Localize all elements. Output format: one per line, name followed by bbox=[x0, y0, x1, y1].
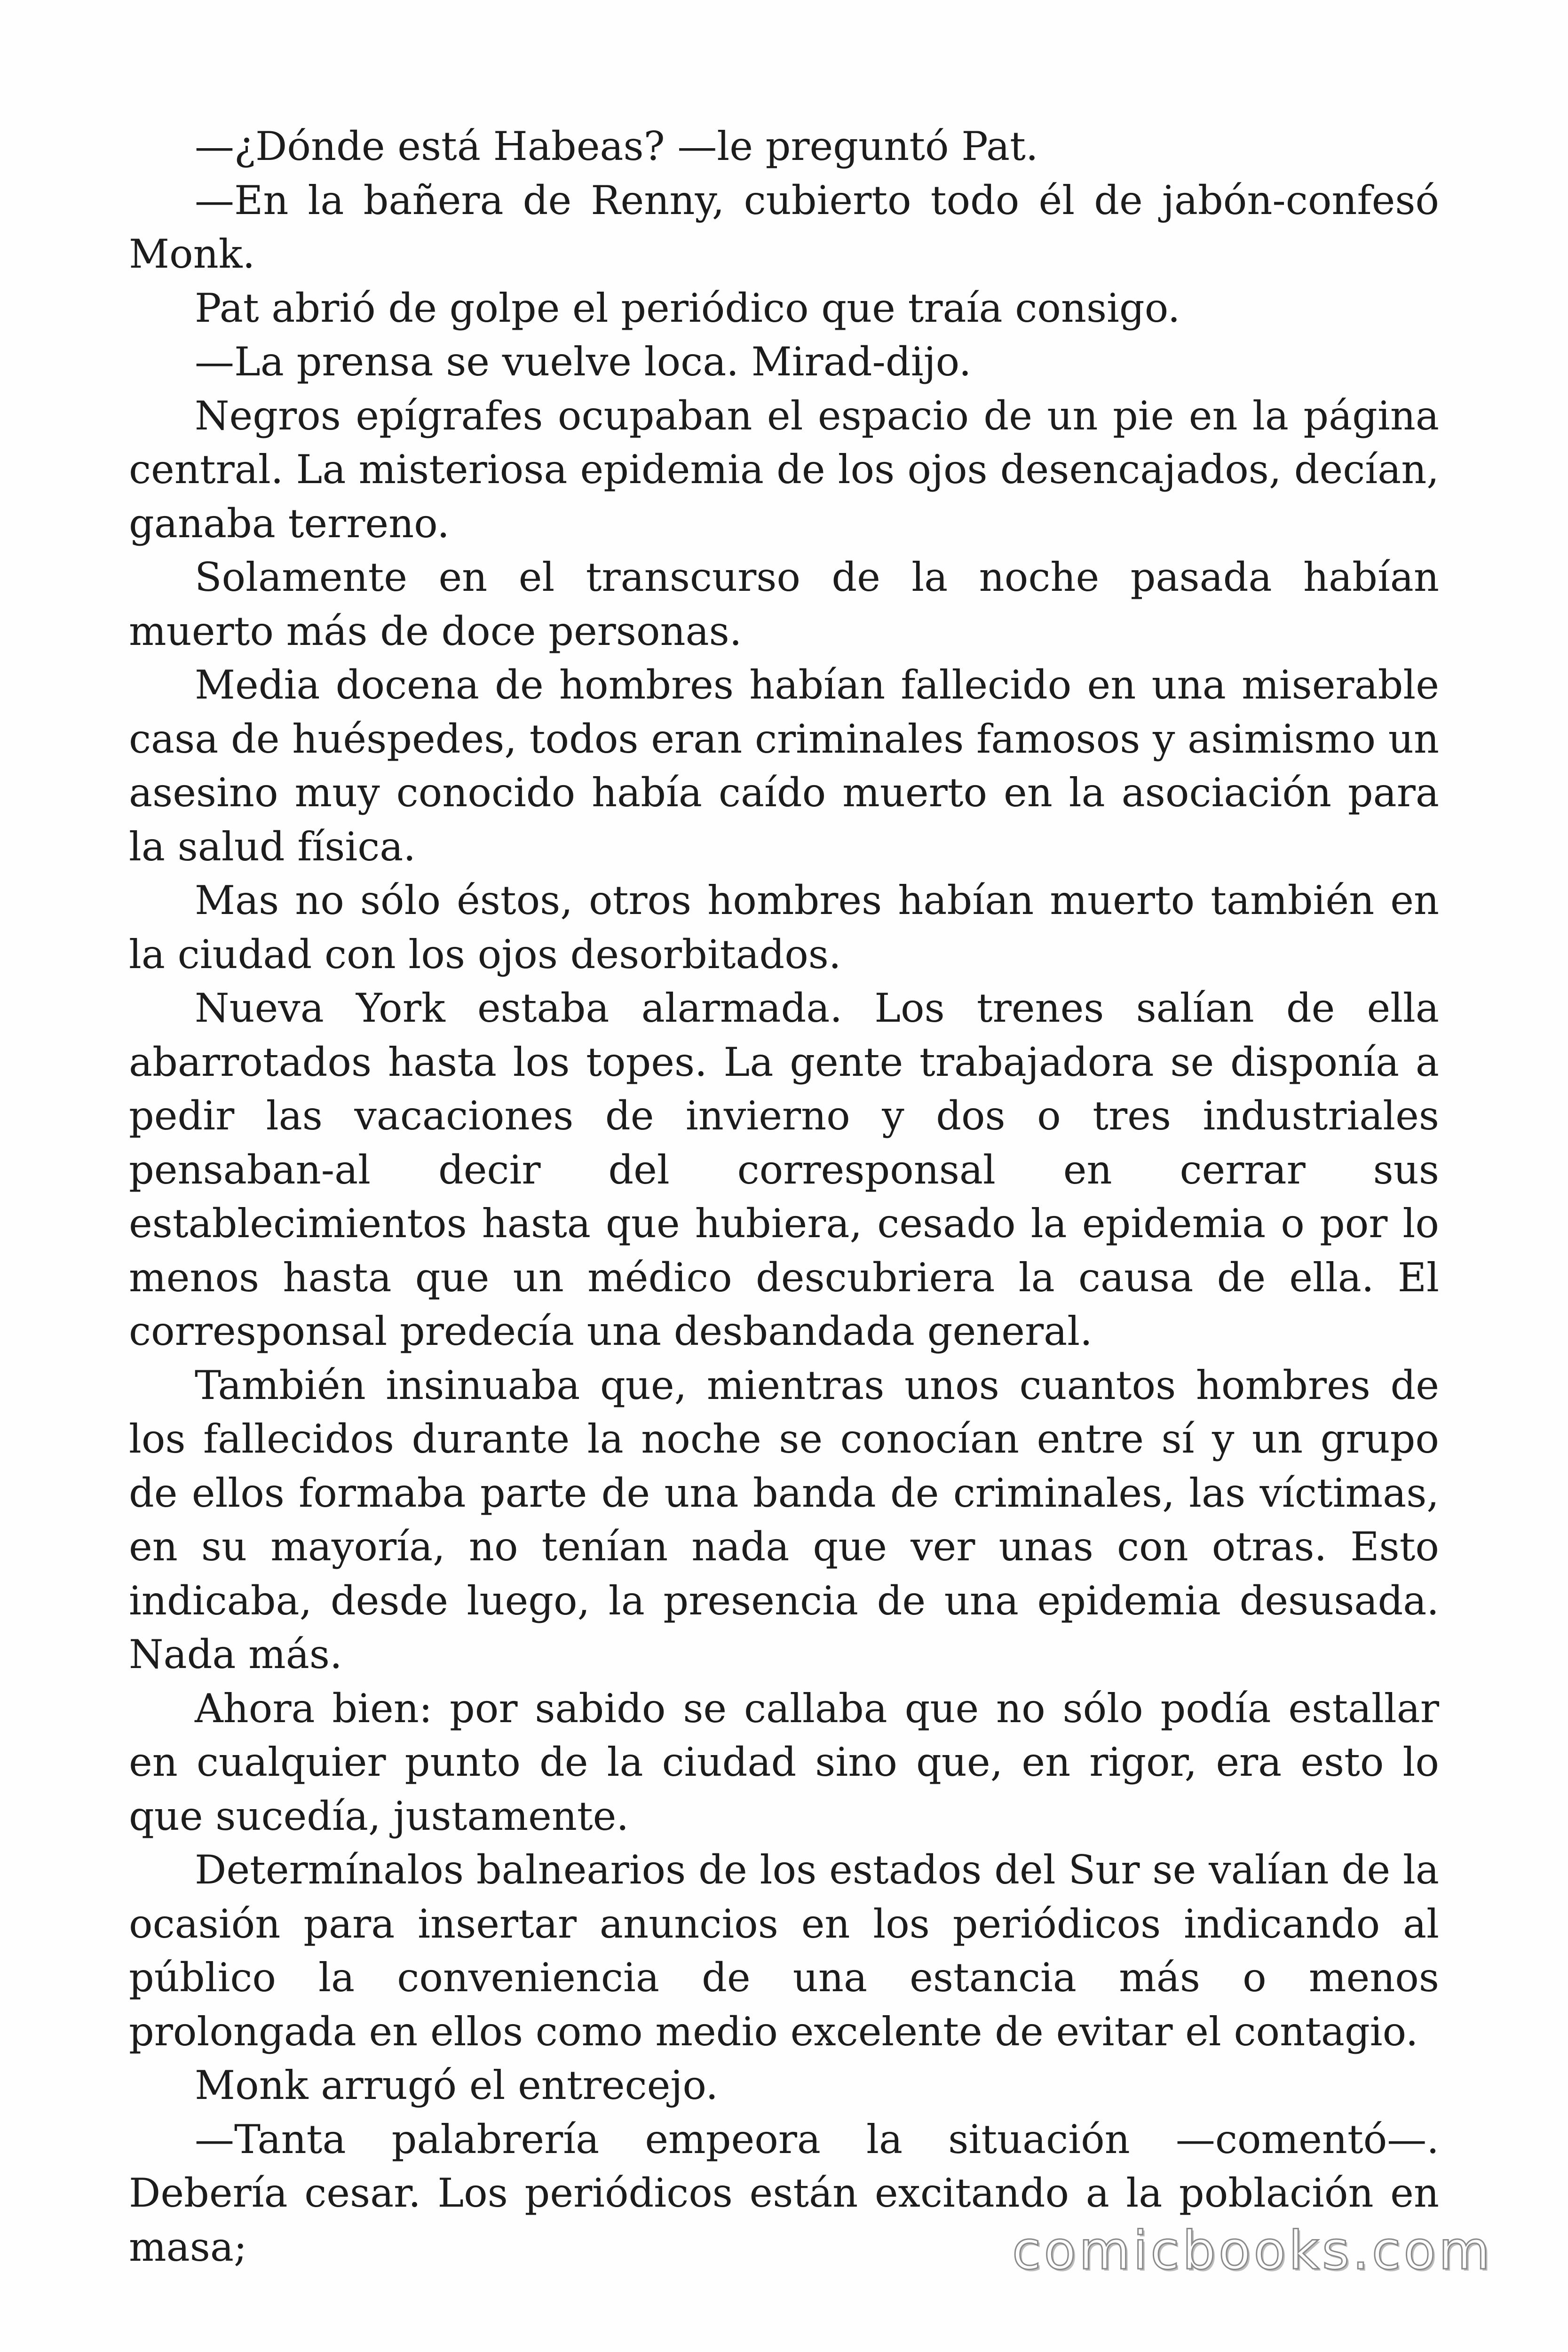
body-text bbox=[129, 119, 1439, 2274]
paragraph: Nueva York estaba alarmada. Los trenes salían de ella abarrotados hasta los topes. La gente trabajadora se disponía a pedir las vacaciones de invierno y dos o tres industriales pensaban-al decir del corresponsal en cerrar sus establecimientos hasta que hubiera, cesado la epidemia o por lo menos hasta que un médico descubriera la causa de ella. El corresponsal predecía una desbandada general. bbox=[129, 985, 1439, 1354]
paragraph: —¿Dónde está Habeas? —le preguntó Pat. bbox=[195, 123, 1038, 169]
paragraph: —Tanta palabrería empeora la situación —comentó—. Debería cesar. Los periódicos están excitando a la población en masa; bbox=[129, 2116, 1439, 2270]
paragraph: También insinuaba que, mientras unos cuantos hombres de los fallecidos durante la noche se conocían entre sí y un grupo de ellos formaba parte de una banda de criminales, las víctimas, en su mayoría, no tenían nada que ver unas con otras. Esto indicaba, desde luego, la presencia de una epidemia desusada. Nada más. bbox=[129, 1362, 1439, 1677]
paragraph: Pat abrió de golpe el periódico que traía consigo. bbox=[195, 285, 1180, 331]
paragraph: Solamente en el transcurso de la noche pasada habían muerto más de doce personas. bbox=[129, 554, 1439, 654]
paragraph: Media docena de hombres habían fallecido en una miserable casa de huéspedes, todos eran criminales famosos y asimismo un asesino muy conocido había caído muerto en la asociación para la salud física. bbox=[129, 662, 1439, 870]
paragraph: Negros epígrafes ocupaban el espacio de un pie en la página central. La misteriosa epidemia de los ojos desencajados, decían, ganaba terreno. bbox=[129, 392, 1439, 547]
paragraph: Mas no sólo éstos, otros hombres habían muerto también en la ciudad con los ojos desorbitados. bbox=[129, 877, 1439, 977]
paragraph: Determínalos balnearios de los estados del Sur se valían de la ocasión para insertar anuncios en los periódicos indicando al público la conveniencia de una estancia más o menos prolongada en ellos como medio excelente de evitar el contagio. bbox=[129, 1847, 1439, 2055]
watermark: comicbooks.com bbox=[1012, 2220, 1493, 2281]
paragraph: Ahora bien: por sabido se callaba que no sólo podía estallar en cualquier punto de la ciudad sino que, en rigor, era esto lo que sucedía, justamente. bbox=[129, 1685, 1439, 1839]
paragraph: Monk arrugó el entrecejo. bbox=[195, 2062, 719, 2108]
paragraph: —La prensa se vuelve loca. Mirad-dijo. bbox=[195, 339, 972, 385]
paragraph: —En la bañera de Renny, cubierto todo él de jabón-confesó Monk. bbox=[129, 177, 1439, 277]
